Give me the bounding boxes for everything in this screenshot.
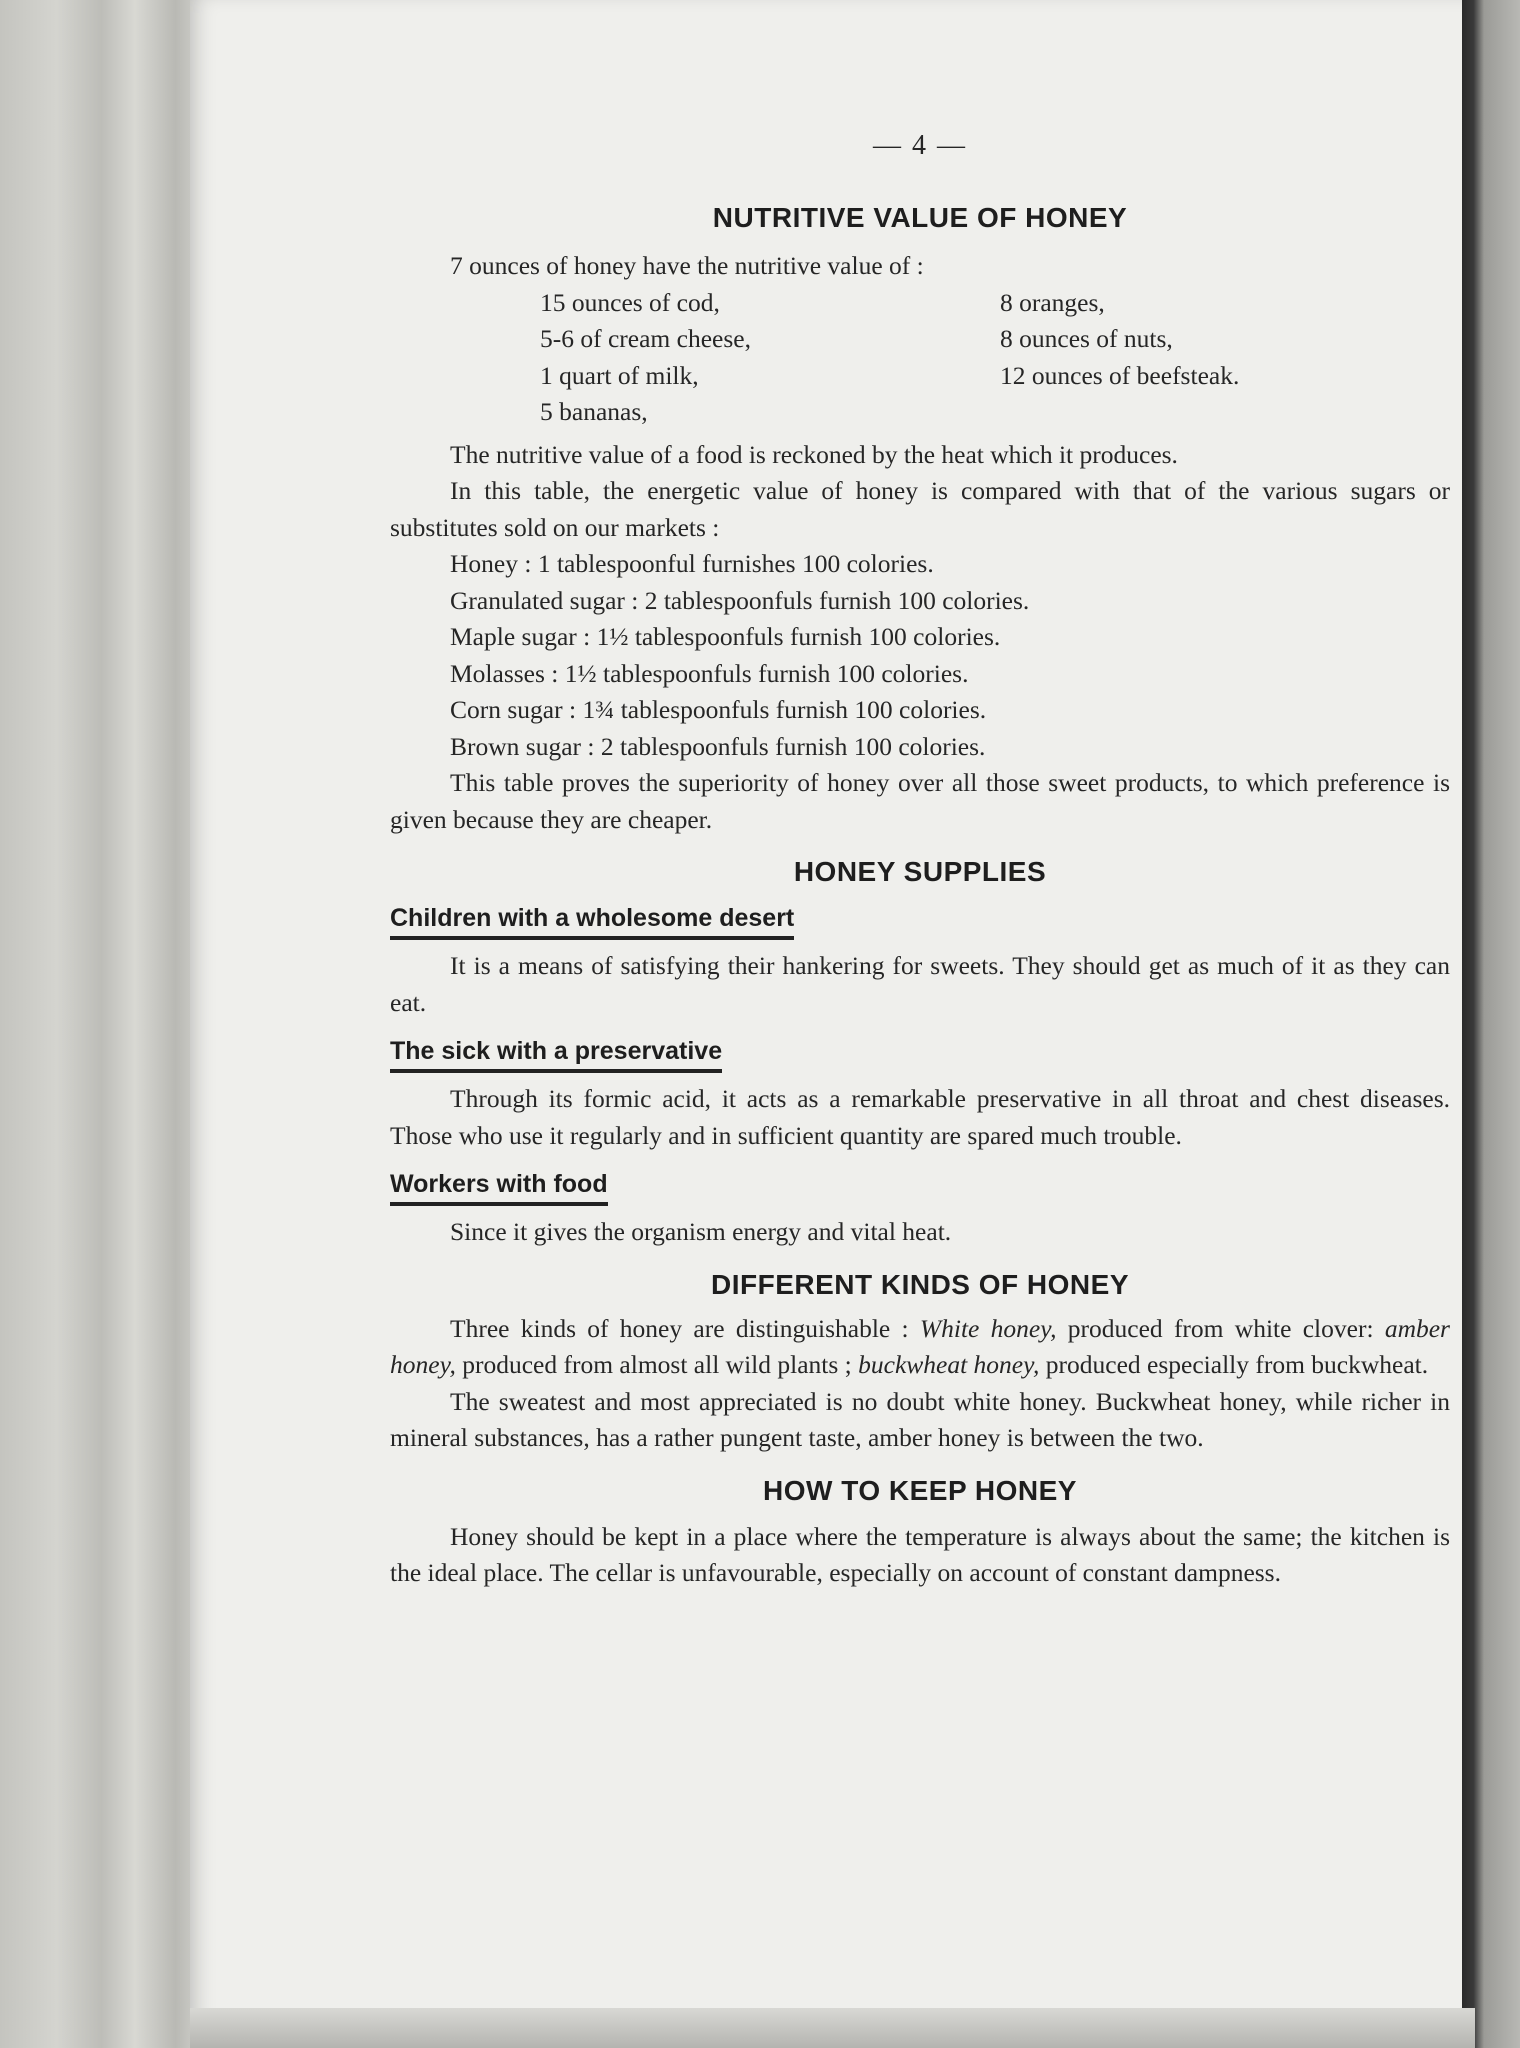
paragraph: This table proves the superiority of honey over all those sweet products, to which preference is given because they are cheaper. xyxy=(390,768,1450,834)
page-content xyxy=(390,130,1450,1592)
paragraph: The nutritive value of a food is reckoned by the heat which it produces. xyxy=(450,439,1178,469)
food-item: 5-6 of cream cheese, xyxy=(540,324,751,353)
food-item: 8 oranges, xyxy=(1000,287,1105,317)
page-number: — 4 — xyxy=(873,130,967,161)
page-bottom-edge xyxy=(190,2008,1475,2048)
section-title-how-to-keep: HOW TO KEEP HONEY xyxy=(763,1474,1077,1506)
sugar-line: Maple sugar : 1½ tablespoonfuls furnish 100 colories. xyxy=(450,622,1001,651)
section-title-honey-supplies: HONEY SUPPLIES xyxy=(793,856,1047,887)
paragraph: It is a means of satisfying their hankering for sweets. They should get as much of it as they can eat. xyxy=(390,951,1450,1017)
food-item: 15 ounces of cod, xyxy=(540,287,720,317)
sugar-line: Honey : 1 tablespoonful furnishes 100 colories. xyxy=(450,549,934,578)
food-item: 12 ounces of beefsteak. xyxy=(1000,360,1240,390)
intro-line: 7 ounces of honey have the nutritive value of : xyxy=(450,251,924,280)
food-equivalents-list xyxy=(390,285,1450,431)
page-right-edge xyxy=(1462,0,1520,2048)
food-item: 5 bananas, xyxy=(540,397,648,426)
section-title-nutritive-value: NUTRITIVE VALUE OF HONEY xyxy=(712,202,1128,233)
paragraph: Honey should be kept in a place where the temperature is always about the same; the kitchen is the ideal place. The cellar is unfavourable, especially on account of constant dampness. xyxy=(390,1521,1450,1587)
sugar-line: Granulated sugar : 2 tablespoonfuls furnish 100 colories. xyxy=(450,585,1030,615)
sugar-line: Brown sugar : 2 tablespoonfuls furnish 100 colories. xyxy=(450,731,986,761)
food-item: 8 ounces of nuts, xyxy=(1000,324,1173,353)
food-item: 1 quart of milk, xyxy=(540,360,699,390)
subheading-workers: Workers with food xyxy=(390,1170,608,1206)
paragraph: In this table, the energetic value of honey is compared with that of the various sugars or substitutes sold on our markets : xyxy=(390,476,1450,542)
subheading-sick: The sick with a preservative xyxy=(390,1037,722,1073)
subheading-children: Children with a wholesome desert xyxy=(390,904,794,940)
section-title-kinds-of-honey: DIFFERENT KINDS OF HONEY xyxy=(710,1268,1129,1300)
sugar-line: Corn sugar : 1¾ tablespoonfuls furnish 100 colories. xyxy=(450,695,987,724)
paragraph: Through its formic acid, it acts as a remarkable preservative in all throat and chest diseases. Those who use it regularly and in sufficient quantity are spared much trouble. xyxy=(390,1084,1450,1150)
sugar-line: Molasses : 1½ tablespoonfuls furnish 100 colories. xyxy=(450,658,969,688)
paragraph: Since it gives the organism energy and vital heat. xyxy=(450,1217,952,1246)
paragraph-kinds: Three kinds of honey are distinguishable : White honey, produced from white clover: amber honey, produced from almost all wild plants ; buckwheat honey, produced especially from buckwheat. xyxy=(390,1313,1450,1379)
paragraph: The sweatest and most appreciated is no doubt white honey. Buckwheat honey, while richer in mineral substances, has a rather pungent taste, amber honey is between the two. xyxy=(390,1386,1450,1452)
